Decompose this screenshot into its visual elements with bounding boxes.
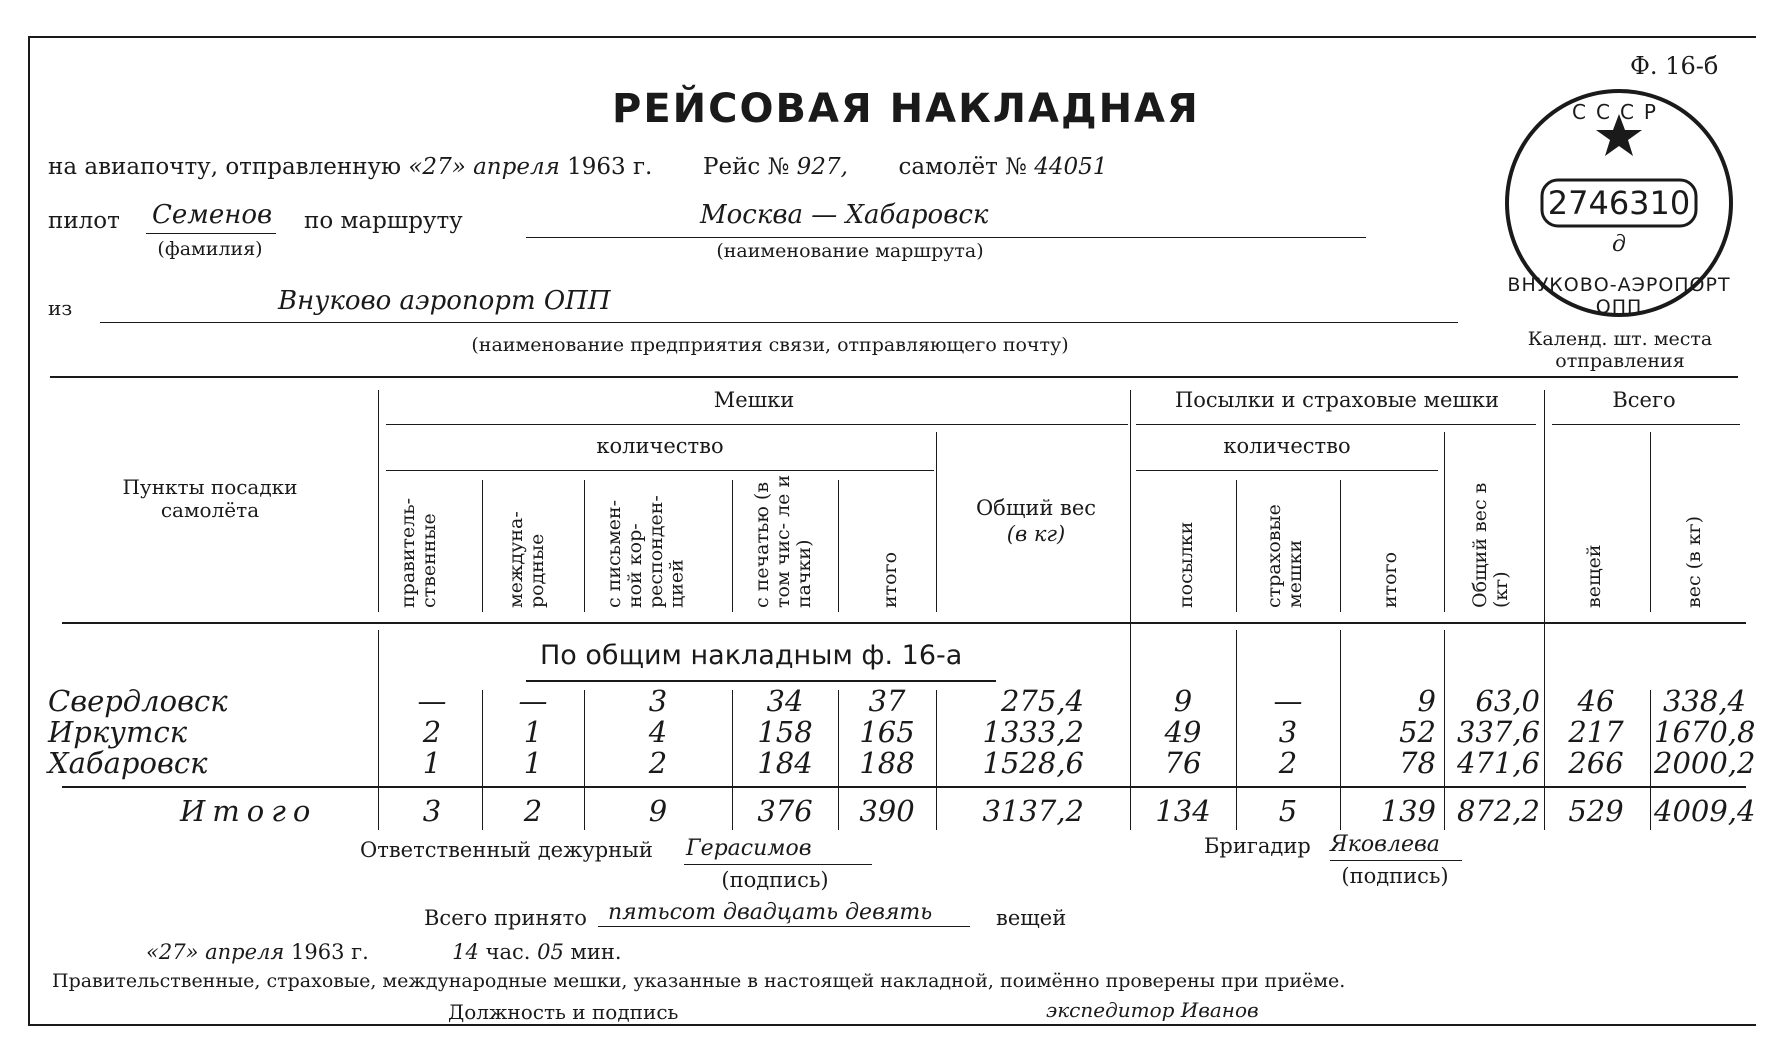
accepted-underline: [598, 926, 970, 927]
from-underline: [100, 322, 1458, 323]
table-body-bottom-rule: [62, 786, 1746, 788]
total-parcels-weight: 872,2: [1456, 794, 1540, 828]
cell-total-weight: 1670,8: [1654, 715, 1756, 749]
stamp-caption-2: отправления: [1555, 350, 1685, 372]
cell-items: 266: [1568, 746, 1624, 780]
parcel-col-parcels: посылки: [1175, 521, 1197, 608]
cell-ins: 3: [1278, 715, 1298, 749]
plane-label: самолёт №: [898, 154, 1027, 180]
cell-parcels: 49: [1164, 715, 1202, 749]
cell-gov: 2: [422, 715, 442, 749]
total-bags-total: 390: [859, 794, 915, 828]
cell-parcels: 9: [1173, 684, 1193, 718]
total-weight: 3137,2: [982, 794, 1084, 828]
section-title: По общим накладным ф. 16-а: [540, 640, 963, 671]
cell-print: 158: [757, 715, 813, 749]
brigadier-underline: [1330, 860, 1462, 861]
group-bags-rule: [386, 424, 1128, 425]
parcel-col-total: итого: [1379, 551, 1401, 608]
pilot-caption: (фамилия): [157, 238, 263, 260]
total-parcels-total: 139: [1380, 794, 1436, 828]
cell-letters: 3: [648, 684, 668, 718]
parcel-sep-1: [1236, 480, 1237, 612]
footer-date: «27» апреля: [146, 940, 285, 964]
header-year: 1963 г.: [567, 154, 653, 180]
sub-quantity-parcels-rule: [1136, 470, 1438, 471]
route-label: по маршруту: [304, 208, 463, 234]
body-sep-2: [584, 690, 585, 830]
cell-print: 34: [766, 684, 804, 718]
accepted-value: пятьсот двадцать девять: [608, 900, 933, 925]
total-intl: 2: [523, 794, 543, 828]
cell-ins: —: [1273, 684, 1303, 718]
totals-label: Итого: [180, 794, 318, 828]
footer-hours-label: час.: [485, 940, 531, 964]
cell-total-weight: 2000,2: [1654, 746, 1756, 780]
header-line1: [48, 154, 1107, 180]
cell-bags-total: 188: [859, 746, 915, 780]
total-parcels: 134: [1155, 794, 1211, 828]
sub-quantity-bags-rule: [386, 470, 934, 471]
parcel-sep-2: [1340, 480, 1341, 612]
total-letters: 9: [648, 794, 668, 828]
accepted-label: Всего принято: [424, 906, 587, 930]
footer-note: Правительственные, страховые, международные мешки, указанные в настоящей накладной, поимённо проверены при приёме.: [52, 970, 1346, 992]
cell-bags-total: 37: [868, 684, 906, 718]
section-title-rule: [526, 680, 996, 682]
body-sep-4: [838, 690, 839, 830]
group-total: Всего: [1612, 388, 1676, 412]
cell-intl: —: [518, 684, 548, 718]
parcel-sep-3: [1444, 432, 1445, 612]
group-parcels: Посылки и страховые мешки: [1174, 388, 1500, 412]
total-ins: 5: [1278, 794, 1298, 828]
page-title: РЕЙСОВАЯ НАКЛАДНАЯ: [612, 86, 1200, 132]
bags-sep-4: [838, 480, 839, 612]
cell-gov: 1: [422, 746, 442, 780]
cell-parcels-weight: 471,6: [1456, 746, 1540, 780]
row-city: Иркутск: [48, 715, 188, 749]
sub-quantity-bags: количество: [596, 434, 724, 458]
col-sep-points-body: [378, 630, 379, 830]
parcel-col-insured: страховые мешки: [1263, 504, 1306, 608]
footer-minutes-label: мин.: [570, 940, 622, 964]
cell-intl: 1: [523, 715, 543, 749]
cell-parcels-total: 9: [1417, 684, 1436, 718]
header-prefix: на авиапочту, отправленную: [48, 154, 402, 180]
flight-number: 927,: [796, 154, 848, 180]
bags-col-gov: правитель- ственные: [397, 497, 440, 608]
cell-parcels: 76: [1164, 746, 1202, 780]
from-value: Внуково аэропорт ОПП: [278, 286, 611, 316]
col-weight-unit: (в кг): [1006, 522, 1066, 546]
form-number: Ф. 16-б: [1630, 52, 1719, 80]
cell-letters: 4: [648, 715, 668, 749]
from-label: из: [48, 296, 73, 320]
group-parcels-rule: [1136, 424, 1536, 425]
from-caption: (наименование предприятия связи, отправляющего почту): [471, 334, 1069, 356]
frame-left: [28, 36, 30, 1026]
cell-total-weight: 338,4: [1662, 684, 1746, 718]
body-sep-1: [482, 690, 483, 830]
table-header-bottom-rule: [62, 622, 1746, 624]
body-sep-3: [732, 690, 733, 830]
cell-parcels-weight: 63,0: [1475, 684, 1540, 718]
stamp-letter: д: [1612, 232, 1626, 257]
duty-underline: [684, 864, 872, 865]
total-gov: 3: [422, 794, 442, 828]
accepted-unit: вещей: [996, 906, 1067, 930]
col-sep-bags: [1130, 390, 1131, 830]
bags-sep-3: [732, 480, 733, 612]
total-col-items: вещей: [1583, 544, 1605, 608]
total-total-weight: 4009,4: [1654, 794, 1756, 828]
body-sep-6: [1340, 630, 1341, 830]
plane-number: 44051: [1034, 154, 1108, 180]
cell-items: 217: [1568, 715, 1624, 749]
col-sep-points: [378, 390, 379, 612]
row-city: Свердловск: [48, 684, 228, 718]
bags-sep-2: [584, 480, 585, 612]
col-sep-weight: [936, 432, 937, 612]
col-weight-header: Общий вес: [975, 496, 1097, 520]
brigadier-label: Бригадир: [1204, 834, 1311, 858]
col-points-header: Пункты посадки самолёта: [122, 475, 298, 522]
bags-col-print: с печатью (в том чис- ле и пачки): [751, 474, 815, 608]
frame-bottom: [28, 1024, 1756, 1026]
table-top-rule: [50, 376, 1738, 378]
cell-intl: 1: [523, 746, 543, 780]
stamp-caption-1: Календ. шт. места: [1527, 328, 1713, 350]
footer-date-line: [146, 940, 622, 964]
cell-parcels-total: 78: [1399, 746, 1436, 780]
col-sep-weight-body: [936, 690, 937, 830]
footer-hours: 14: [452, 940, 479, 964]
duty-label: Ответственный дежурный: [360, 838, 653, 862]
cell-ins: 2: [1278, 746, 1298, 780]
header-date: «27» апреля: [408, 154, 560, 180]
row-city: Хабаровск: [48, 746, 208, 780]
flight-label: Рейс №: [702, 154, 790, 180]
cell-gov: —: [417, 684, 447, 718]
route-caption: (наименование маршрута): [716, 240, 984, 262]
route-underline: [526, 237, 1366, 238]
frame-top: [28, 36, 1756, 38]
position-value: экспедитор Иванов: [1046, 998, 1259, 1022]
bags-sep-1: [482, 480, 483, 612]
total-sep-1-body: [1650, 690, 1651, 830]
col-sep-parcels: [1544, 390, 1545, 830]
cell-print: 184: [757, 746, 813, 780]
cell-weight: 1528,6: [982, 746, 1084, 780]
sub-quantity-parcels: количество: [1223, 434, 1351, 458]
duty-caption: (подпись): [721, 868, 829, 892]
bags-col-total: итого: [879, 551, 901, 608]
stamp-date-code: 2746310: [1547, 184, 1691, 222]
group-bags: Мешки: [713, 388, 795, 412]
footer-minutes: 05: [537, 940, 564, 964]
body-sep-7: [1444, 630, 1445, 830]
position-label: Должность и подпись: [448, 1000, 679, 1024]
postmark-stamp: [1502, 86, 1736, 320]
total-print: 376: [757, 794, 813, 828]
pilot-label: пилот: [48, 208, 120, 234]
cell-parcels-weight: 337,6: [1456, 715, 1540, 749]
total-items: 529: [1568, 794, 1624, 828]
cell-letters: 2: [648, 746, 668, 780]
route-value: Москва — Хабаровск: [700, 200, 989, 230]
footer-year: 1963 г.: [290, 940, 369, 964]
bags-col-intl: междуна- родные: [505, 511, 548, 608]
total-col-weight: вес (в кг): [1683, 515, 1705, 608]
cell-parcels-total: 52: [1399, 715, 1436, 749]
stamp-bottom-text: ВНУКОВО-АЭРОПОРТ ОПП: [1507, 274, 1731, 318]
cell-items: 46: [1577, 684, 1615, 718]
bags-col-letters: с письмен- ной кор- респонден- цией: [603, 495, 688, 608]
pilot-underline: [146, 233, 276, 234]
total-sep-1: [1650, 432, 1651, 612]
duty-name: Герасимов: [686, 836, 812, 861]
stamp-top-text: СССР: [1572, 100, 1666, 124]
cell-weight: 275,4: [1000, 684, 1084, 718]
cell-weight: 1333,2: [982, 715, 1084, 749]
pilot-name: Семенов: [152, 200, 273, 230]
group-total-rule: [1552, 424, 1740, 425]
parcel-col-weight: Общий вес в (кг): [1469, 482, 1512, 608]
brigadier-caption: (подпись): [1341, 864, 1449, 888]
body-sep-5: [1236, 630, 1237, 830]
cell-bags-total: 165: [859, 715, 915, 749]
brigadier-name: Яковлева: [1330, 832, 1440, 857]
